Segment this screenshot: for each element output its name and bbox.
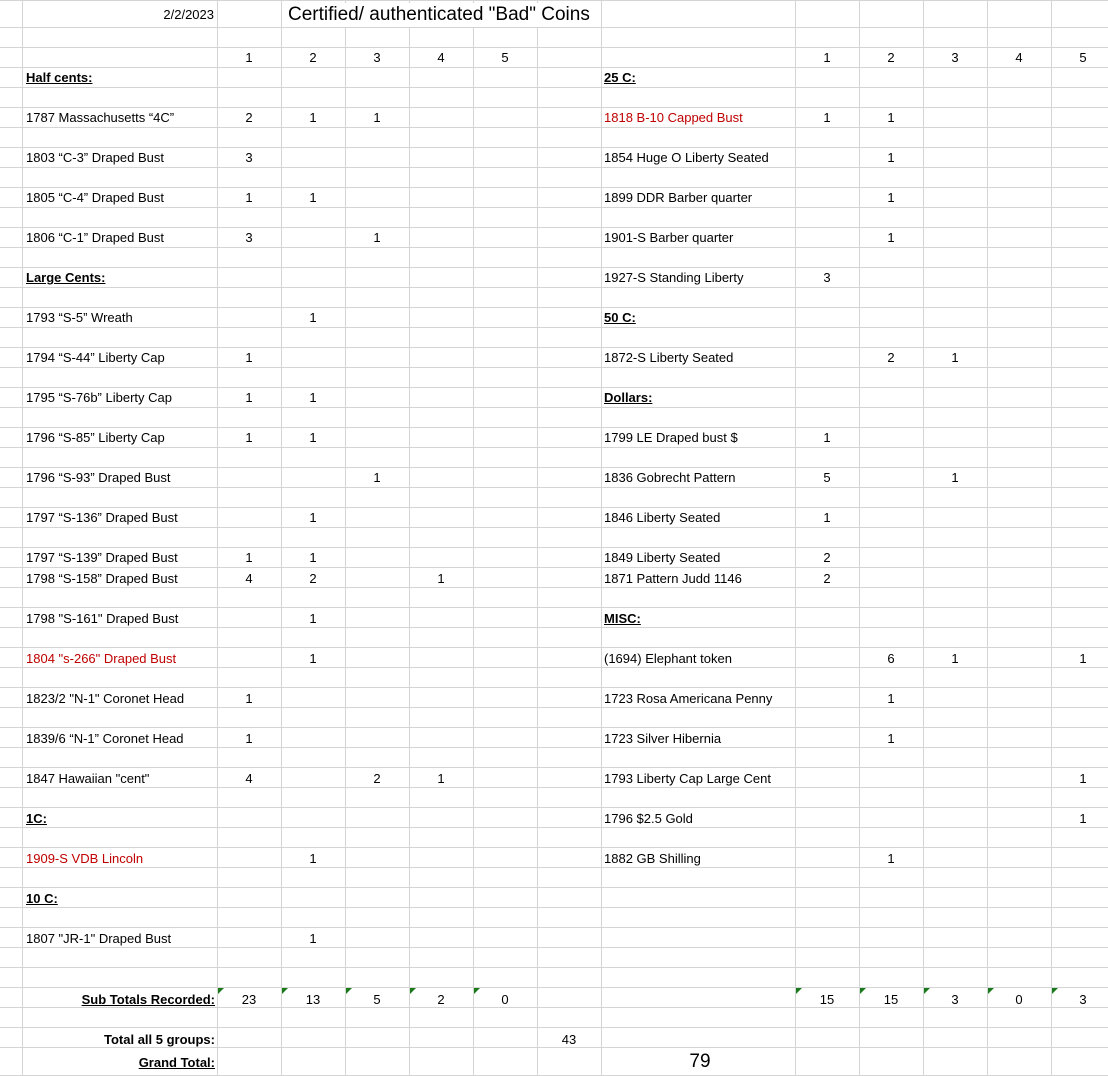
section-header[interactable]: 1C:: [26, 811, 47, 826]
column-header[interactable]: 4: [1015, 50, 1023, 65]
coin-label[interactable]: 1847 Hawaiian "cent": [26, 771, 150, 786]
row-gridline: [0, 207, 1108, 208]
coin-label[interactable]: (1694) Elephant token: [604, 651, 732, 666]
count-cell[interactable]: 2: [245, 110, 253, 125]
coin-label[interactable]: 1797 “S-139” Draped Bust: [26, 550, 178, 565]
row-gridline: [0, 287, 1108, 288]
count-cell[interactable]: 1: [309, 510, 317, 525]
error-indicator-icon: [796, 988, 802, 994]
count-cell[interactable]: 2: [373, 771, 381, 786]
subtotals-label[interactable]: Sub Totals Recorded:: [81, 992, 215, 1007]
coin-label[interactable]: 1806 “C-1” Draped Bust: [26, 230, 165, 245]
section-header[interactable]: MISC:: [604, 611, 641, 626]
coin-label[interactable]: 1798 “S-158” Draped Bust: [26, 571, 178, 586]
error-indicator-icon: [860, 988, 866, 994]
column-gridline: [473, 0, 474, 1075]
coin-label[interactable]: 1799 LE Draped bust $: [604, 430, 738, 445]
row-gridline: [0, 527, 1108, 528]
row-gridline: [0, 307, 1108, 308]
subtotal-cell[interactable]: 3: [1079, 992, 1087, 1007]
count-cell[interactable]: 1: [437, 771, 445, 786]
count-cell[interactable]: 1: [309, 430, 317, 445]
subtotal-cell[interactable]: 13: [305, 992, 321, 1007]
column-header[interactable]: 4: [437, 50, 445, 65]
count-cell[interactable]: 4: [245, 571, 253, 586]
count-cell[interactable]: 2: [823, 550, 831, 565]
row-gridline: [0, 987, 1108, 988]
grand-total-label[interactable]: Grand Total:: [138, 1055, 215, 1070]
coin-label[interactable]: 1854 Huge O Liberty Seated: [604, 150, 769, 165]
coin-label[interactable]: 1849 Liberty Seated: [604, 550, 721, 565]
count-cell[interactable]: 1: [309, 190, 317, 205]
row-gridline: [0, 747, 1108, 748]
column-gridline: [923, 0, 924, 1075]
row-gridline: [0, 607, 1108, 608]
count-cell[interactable]: 1: [309, 931, 317, 946]
row-gridline: [0, 27, 1108, 28]
row-gridline: [0, 1027, 1108, 1028]
row-gridline: [0, 447, 1108, 448]
coin-label[interactable]: 1798 "S-161" Draped Bust: [26, 611, 179, 626]
error-indicator-icon: [474, 988, 480, 994]
count-cell[interactable]: 1: [309, 851, 317, 866]
row-gridline: [0, 427, 1108, 428]
column-gridline: [795, 0, 796, 1075]
count-cell[interactable]: 1: [309, 651, 317, 666]
row-gridline: [0, 787, 1108, 788]
count-cell[interactable]: 1: [309, 310, 317, 325]
row-gridline: [0, 407, 1108, 408]
subtotal-cell[interactable]: 23: [241, 992, 257, 1007]
sheet-title[interactable]: Certified/ authenticated "Bad" Coins: [286, 3, 600, 27]
coin-label[interactable]: 1823/2 "N-1" Coronet Head: [26, 691, 185, 706]
row-gridline: [0, 487, 1108, 488]
error-indicator-icon: [346, 988, 352, 994]
count-cell[interactable]: 1: [951, 470, 959, 485]
row-gridline: [0, 547, 1108, 548]
coin-label[interactable]: 1836 Gobrecht Pattern: [604, 470, 736, 485]
subtotal-cell[interactable]: 3: [951, 992, 959, 1007]
column-gridline: [281, 0, 282, 1075]
coin-label[interactable]: 1795 “S-76b” Liberty Cap: [26, 390, 172, 405]
row-gridline: [0, 887, 1108, 888]
coin-label[interactable]: 1901-S Barber quarter: [604, 230, 734, 245]
row-gridline: [0, 727, 1108, 728]
column-header[interactable]: 3: [373, 50, 381, 65]
error-indicator-icon: [282, 988, 288, 994]
count-cell[interactable]: 1: [823, 110, 831, 125]
coin-label[interactable]: 1723 Silver Hibernia: [604, 731, 722, 746]
row-gridline: [0, 87, 1108, 88]
column-header[interactable]: 5: [1079, 50, 1087, 65]
error-indicator-icon: [218, 988, 224, 994]
count-cell[interactable]: 1: [437, 571, 445, 586]
count-cell[interactable]: 1: [1079, 771, 1087, 786]
column-header[interactable]: 1: [245, 50, 253, 65]
row-gridline: [0, 507, 1108, 508]
subtotal-cell[interactable]: 0: [1015, 992, 1023, 1007]
column-gridline: [22, 0, 23, 1075]
coin-label[interactable]: 1882 GB Shilling: [604, 851, 701, 866]
count-cell[interactable]: 1: [245, 390, 253, 405]
coin-label[interactable]: 1787 Massachusetts “4C”: [26, 110, 175, 125]
row-gridline: [0, 927, 1108, 928]
row-gridline: [0, 627, 1108, 628]
row-gridline: [0, 267, 1108, 268]
count-cell[interactable]: 1: [951, 651, 959, 666]
count-cell[interactable]: 1: [309, 611, 317, 626]
section-header[interactable]: 25 C:: [604, 70, 636, 85]
column-gridline: [537, 0, 538, 1075]
row-gridline: [0, 707, 1108, 708]
subtotal-cell[interactable]: 15: [883, 992, 899, 1007]
coin-label[interactable]: 1796 “S-93” Draped Bust: [26, 470, 171, 485]
section-header[interactable]: Dollars:: [604, 390, 653, 405]
count-cell[interactable]: 1: [823, 430, 831, 445]
subtotal-cell[interactable]: 0: [501, 992, 509, 1007]
count-cell[interactable]: 1: [309, 110, 317, 125]
coin-label[interactable]: 1899 DDR Barber quarter: [604, 190, 753, 205]
row-gridline: [0, 387, 1108, 388]
error-indicator-icon: [924, 988, 930, 994]
count-cell[interactable]: 2: [309, 571, 317, 586]
count-cell[interactable]: 5: [823, 470, 831, 485]
coin-label[interactable]: 1871 Pattern Judd 1146: [604, 571, 742, 586]
count-cell[interactable]: 1: [887, 110, 895, 125]
column-header[interactable]: 3: [951, 50, 959, 65]
row-gridline: [0, 767, 1108, 768]
count-cell[interactable]: 6: [887, 651, 895, 666]
coin-label[interactable]: 1872-S Liberty Seated: [604, 350, 734, 365]
subtotal-cell[interactable]: 15: [819, 992, 835, 1007]
count-cell[interactable]: 1: [887, 150, 895, 165]
row-gridline: [0, 667, 1108, 668]
column-gridline: [987, 0, 988, 1075]
subtotal-cell[interactable]: 5: [373, 992, 381, 1007]
row-gridline: [0, 127, 1108, 128]
count-cell[interactable]: 1: [373, 110, 381, 125]
count-cell[interactable]: 1: [1079, 651, 1087, 666]
coin-label[interactable]: 1805 “C-4” Draped Bust: [26, 190, 165, 205]
error-indicator-icon: [1052, 988, 1058, 994]
count-cell[interactable]: 3: [245, 150, 253, 165]
error-indicator-icon: [988, 988, 994, 994]
count-cell[interactable]: 1: [887, 190, 895, 205]
coin-label[interactable]: 1797 “S-136” Draped Bust: [26, 510, 178, 525]
row-gridline: [0, 687, 1108, 688]
row-gridline: [0, 467, 1108, 468]
count-cell[interactable]: 1: [309, 550, 317, 565]
coin-label[interactable]: 1846 Liberty Seated: [604, 510, 721, 525]
count-cell[interactable]: 1: [245, 731, 253, 746]
coin-label[interactable]: 1818 B-10 Capped Bust: [604, 110, 743, 125]
coin-label[interactable]: 1804 "s-266" Draped Bust: [26, 651, 177, 666]
count-cell[interactable]: 1: [245, 350, 253, 365]
coin-label[interactable]: 1807 "JR-1" Draped Bust: [26, 931, 172, 946]
count-cell[interactable]: 1: [245, 190, 253, 205]
count-cell[interactable]: 1: [887, 851, 895, 866]
coin-label[interactable]: 1927-S Standing Liberty: [604, 270, 744, 285]
row-gridline: [0, 227, 1108, 228]
row-gridline: [0, 867, 1108, 868]
row-gridline: [0, 247, 1108, 248]
column-header[interactable]: 1: [823, 50, 831, 65]
count-cell[interactable]: 1: [823, 510, 831, 525]
coin-label[interactable]: 1793 “S-5” Wreath: [26, 310, 133, 325]
count-cell[interactable]: 3: [245, 230, 253, 245]
coin-label[interactable]: 1796 $2.5 Gold: [604, 811, 693, 826]
count-cell[interactable]: 1: [245, 550, 253, 565]
grand-total-value[interactable]: 79: [689, 1051, 711, 1072]
row-gridline: [0, 147, 1108, 148]
count-cell[interactable]: 2: [823, 571, 831, 586]
coin-label[interactable]: 1794 “S-44” Liberty Cap: [26, 350, 165, 365]
total-all-value[interactable]: 43: [561, 1032, 577, 1047]
coin-label[interactable]: 1839/6 “N-1” Coronet Head: [26, 731, 184, 746]
count-cell[interactable]: 1: [373, 470, 381, 485]
coin-label[interactable]: 1909-S VDB Lincoln: [26, 851, 144, 866]
row-gridline: [0, 367, 1108, 368]
section-header[interactable]: 50 C:: [604, 310, 636, 325]
subtotal-cell[interactable]: 2: [437, 992, 445, 1007]
row-gridline: [0, 567, 1108, 568]
row-gridline: [0, 0, 1108, 1]
row-gridline: [0, 847, 1108, 848]
section-header[interactable]: 10 C:: [26, 891, 58, 906]
count-cell[interactable]: 1: [887, 230, 895, 245]
count-cell[interactable]: 3: [823, 270, 831, 285]
coin-label[interactable]: 1796 “S-85” Liberty Cap: [26, 430, 165, 445]
row-gridline: [0, 327, 1108, 328]
row-gridline: [0, 167, 1108, 168]
row-gridline: [0, 807, 1108, 808]
column-gridline: [409, 0, 410, 1075]
count-cell[interactable]: 1: [887, 731, 895, 746]
count-cell[interactable]: 1: [309, 390, 317, 405]
coin-label[interactable]: 1793 Liberty Cap Large Cent: [604, 771, 771, 786]
row-gridline: [0, 107, 1108, 108]
row-gridline: [0, 187, 1108, 188]
coin-label[interactable]: 1803 “C-3” Draped Bust: [26, 150, 165, 165]
column-gridline: [601, 0, 602, 1075]
total-all-label[interactable]: Total all 5 groups:: [104, 1032, 215, 1047]
row-gridline: [0, 647, 1108, 648]
column-header[interactable]: 2: [887, 50, 895, 65]
row-gridline: [0, 967, 1108, 968]
column-gridline: [1051, 0, 1052, 1075]
row-gridline: [0, 947, 1108, 948]
count-cell[interactable]: 1: [1079, 811, 1087, 826]
row-gridline: [0, 47, 1108, 48]
row-gridline: [0, 907, 1108, 908]
column-gridline: [345, 0, 346, 1075]
date-cell[interactable]: 2/2/2023: [150, 7, 214, 23]
count-cell[interactable]: 1: [245, 691, 253, 706]
count-cell[interactable]: 2: [887, 350, 895, 365]
row-gridline: [0, 67, 1108, 68]
count-cell[interactable]: 1: [887, 691, 895, 706]
count-cell[interactable]: 1: [245, 430, 253, 445]
column-header[interactable]: 2: [309, 50, 317, 65]
count-cell[interactable]: 1: [951, 350, 959, 365]
count-cell[interactable]: 4: [245, 771, 253, 786]
column-header[interactable]: 5: [501, 50, 509, 65]
coin-label[interactable]: 1723 Rosa Americana Penny: [604, 691, 773, 706]
count-cell[interactable]: 1: [373, 230, 381, 245]
row-gridline: [0, 827, 1108, 828]
error-indicator-icon: [410, 988, 416, 994]
section-header[interactable]: Half cents:: [26, 70, 93, 85]
row-gridline: [0, 347, 1108, 348]
row-gridline: [0, 587, 1108, 588]
section-header[interactable]: Large Cents:: [26, 270, 106, 285]
